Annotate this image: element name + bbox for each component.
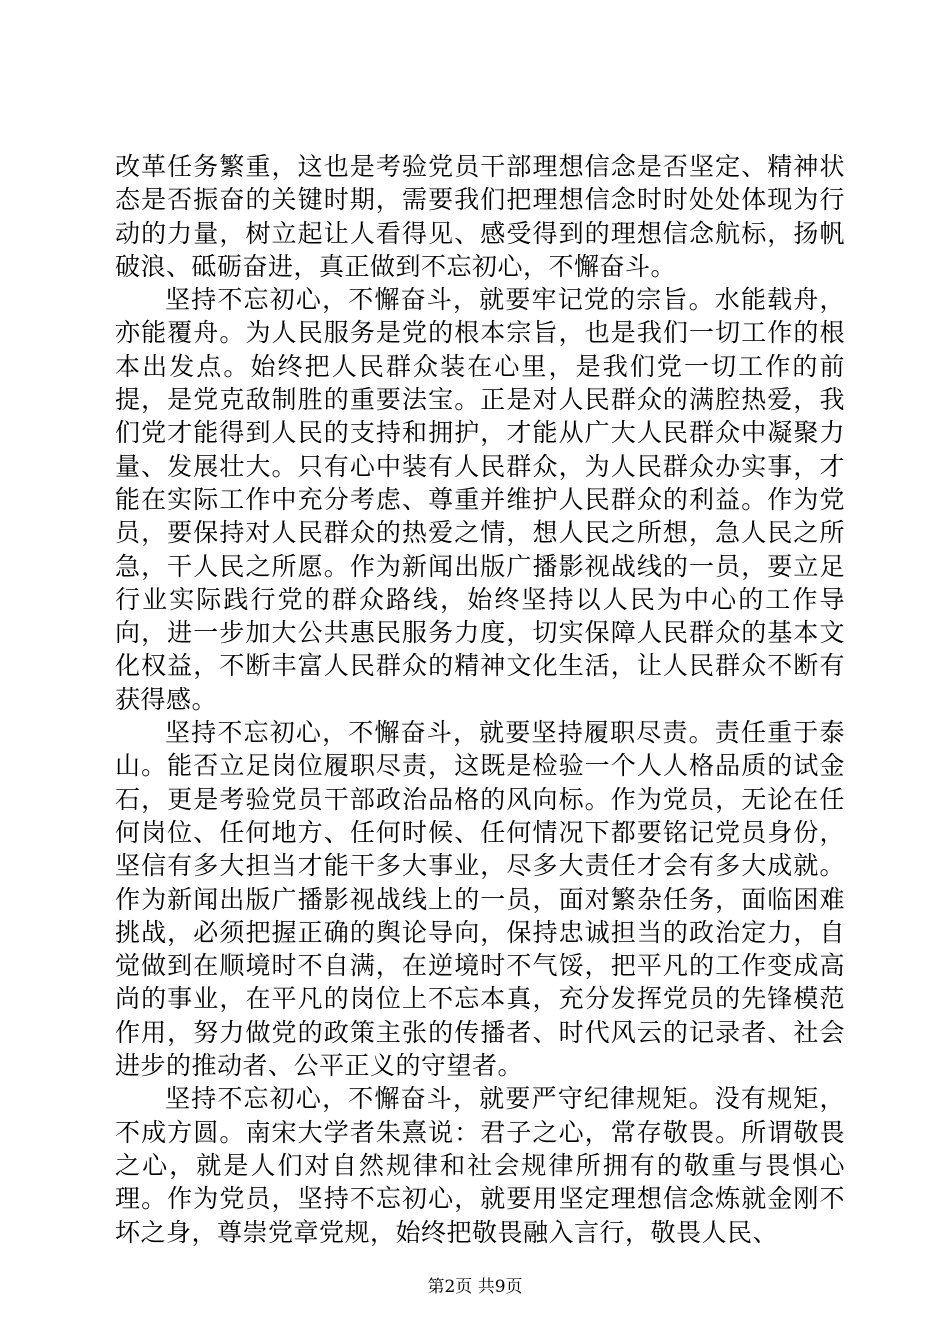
paragraph-discipline-rules: 坚持不忘初心，不懈奋斗，就要严守纪律规矩。没有规矩，不成方圆。南宋大学者朱熹说：君子之心，常存敬畏。所谓敬畏之心，就是人们对自然规律和社会规律所拥有的敬重与畏惧心理。作为党员，坚持不忘初心，就要用坚定理想信念炼就金刚不坏之身，尊崇党章党规，始终把敬畏融入言行，敬畏人民、: [115, 1084, 845, 1247]
page-number-footer: 第2页 共9页: [427, 1277, 523, 1297]
paragraph-party-purpose: 坚持不忘初心，不懈奋斗，就要牢记党的宗旨。水能载舟，亦能覆舟。为人民服务是党的根本宗旨，也是我们一切工作的根本出发点。始终把人民群众装在心里，是我们党一切工作的前提，是党克敌制胜的重要法宝。正是对人民群众的满腔热爱，我们党才能得到人民的支持和拥护，才能从广大人民群众中凝聚力量、发展壮大。只有心中装有人民群众，为人民群众办实事，才能在实际工作中充分考虑、尊重并维护人民群众的利益。作为党员，要保持对人民群众的热爱之情，想人民之所想，急人民之所急，干人民之所愿。作为新闻出版广播影视战线的一员，要立足行业实际践行党的群众路线，始终坚持以人民为中心的工作导向，进一步加大公共惠民服务力度，切实保障人民群众的基本文化权益，不断丰富人民群众的精神文化生活，让人民群众不断有获得感。: [115, 285, 845, 714]
document-body: [115, 150, 845, 1249]
paragraph-continuation: 改革任务繁重，这也是考验党员干部理想信念是否坚定、精神状态是否振奋的关键时期，需要我们把理想信念时时处处体现为行动的力量，树立起让人看得见、感受得到的理想信念航标，扬帆破浪、砥砺奋进，真正做到不忘初心，不懈奋斗。: [115, 152, 845, 281]
paragraph-fulfill-duty: 坚持不忘初心，不懈奋斗，就要坚持履职尽责。责任重于泰山。能否立足岗位履职尽责，这既是检验一个人人格品质的试金石，更是考验党员干部政治品格的风向标。作为党员，无论在任何岗位、任何地方、任何时候、任何情况下都要铭记党员身份，坚信有多大担当才能干多大事业，尽多大责任才会有多大成就。作为新闻出版广播影视战线上的一员，面对繁杂任务，面临困难挑战，必须把握正确的舆论导向，保持忠诚担当的政治定力，自觉做到在顺境时不自满，在逆境时不气馁，把平凡的工作变成高尚的事业，在平凡的岗位上不忘本真，充分发挥党员的先锋模范作用，努力做党的政策主张的传播者、时代风云的记录者、社会进步的推动者、公平正义的守望者。: [115, 718, 845, 1081]
